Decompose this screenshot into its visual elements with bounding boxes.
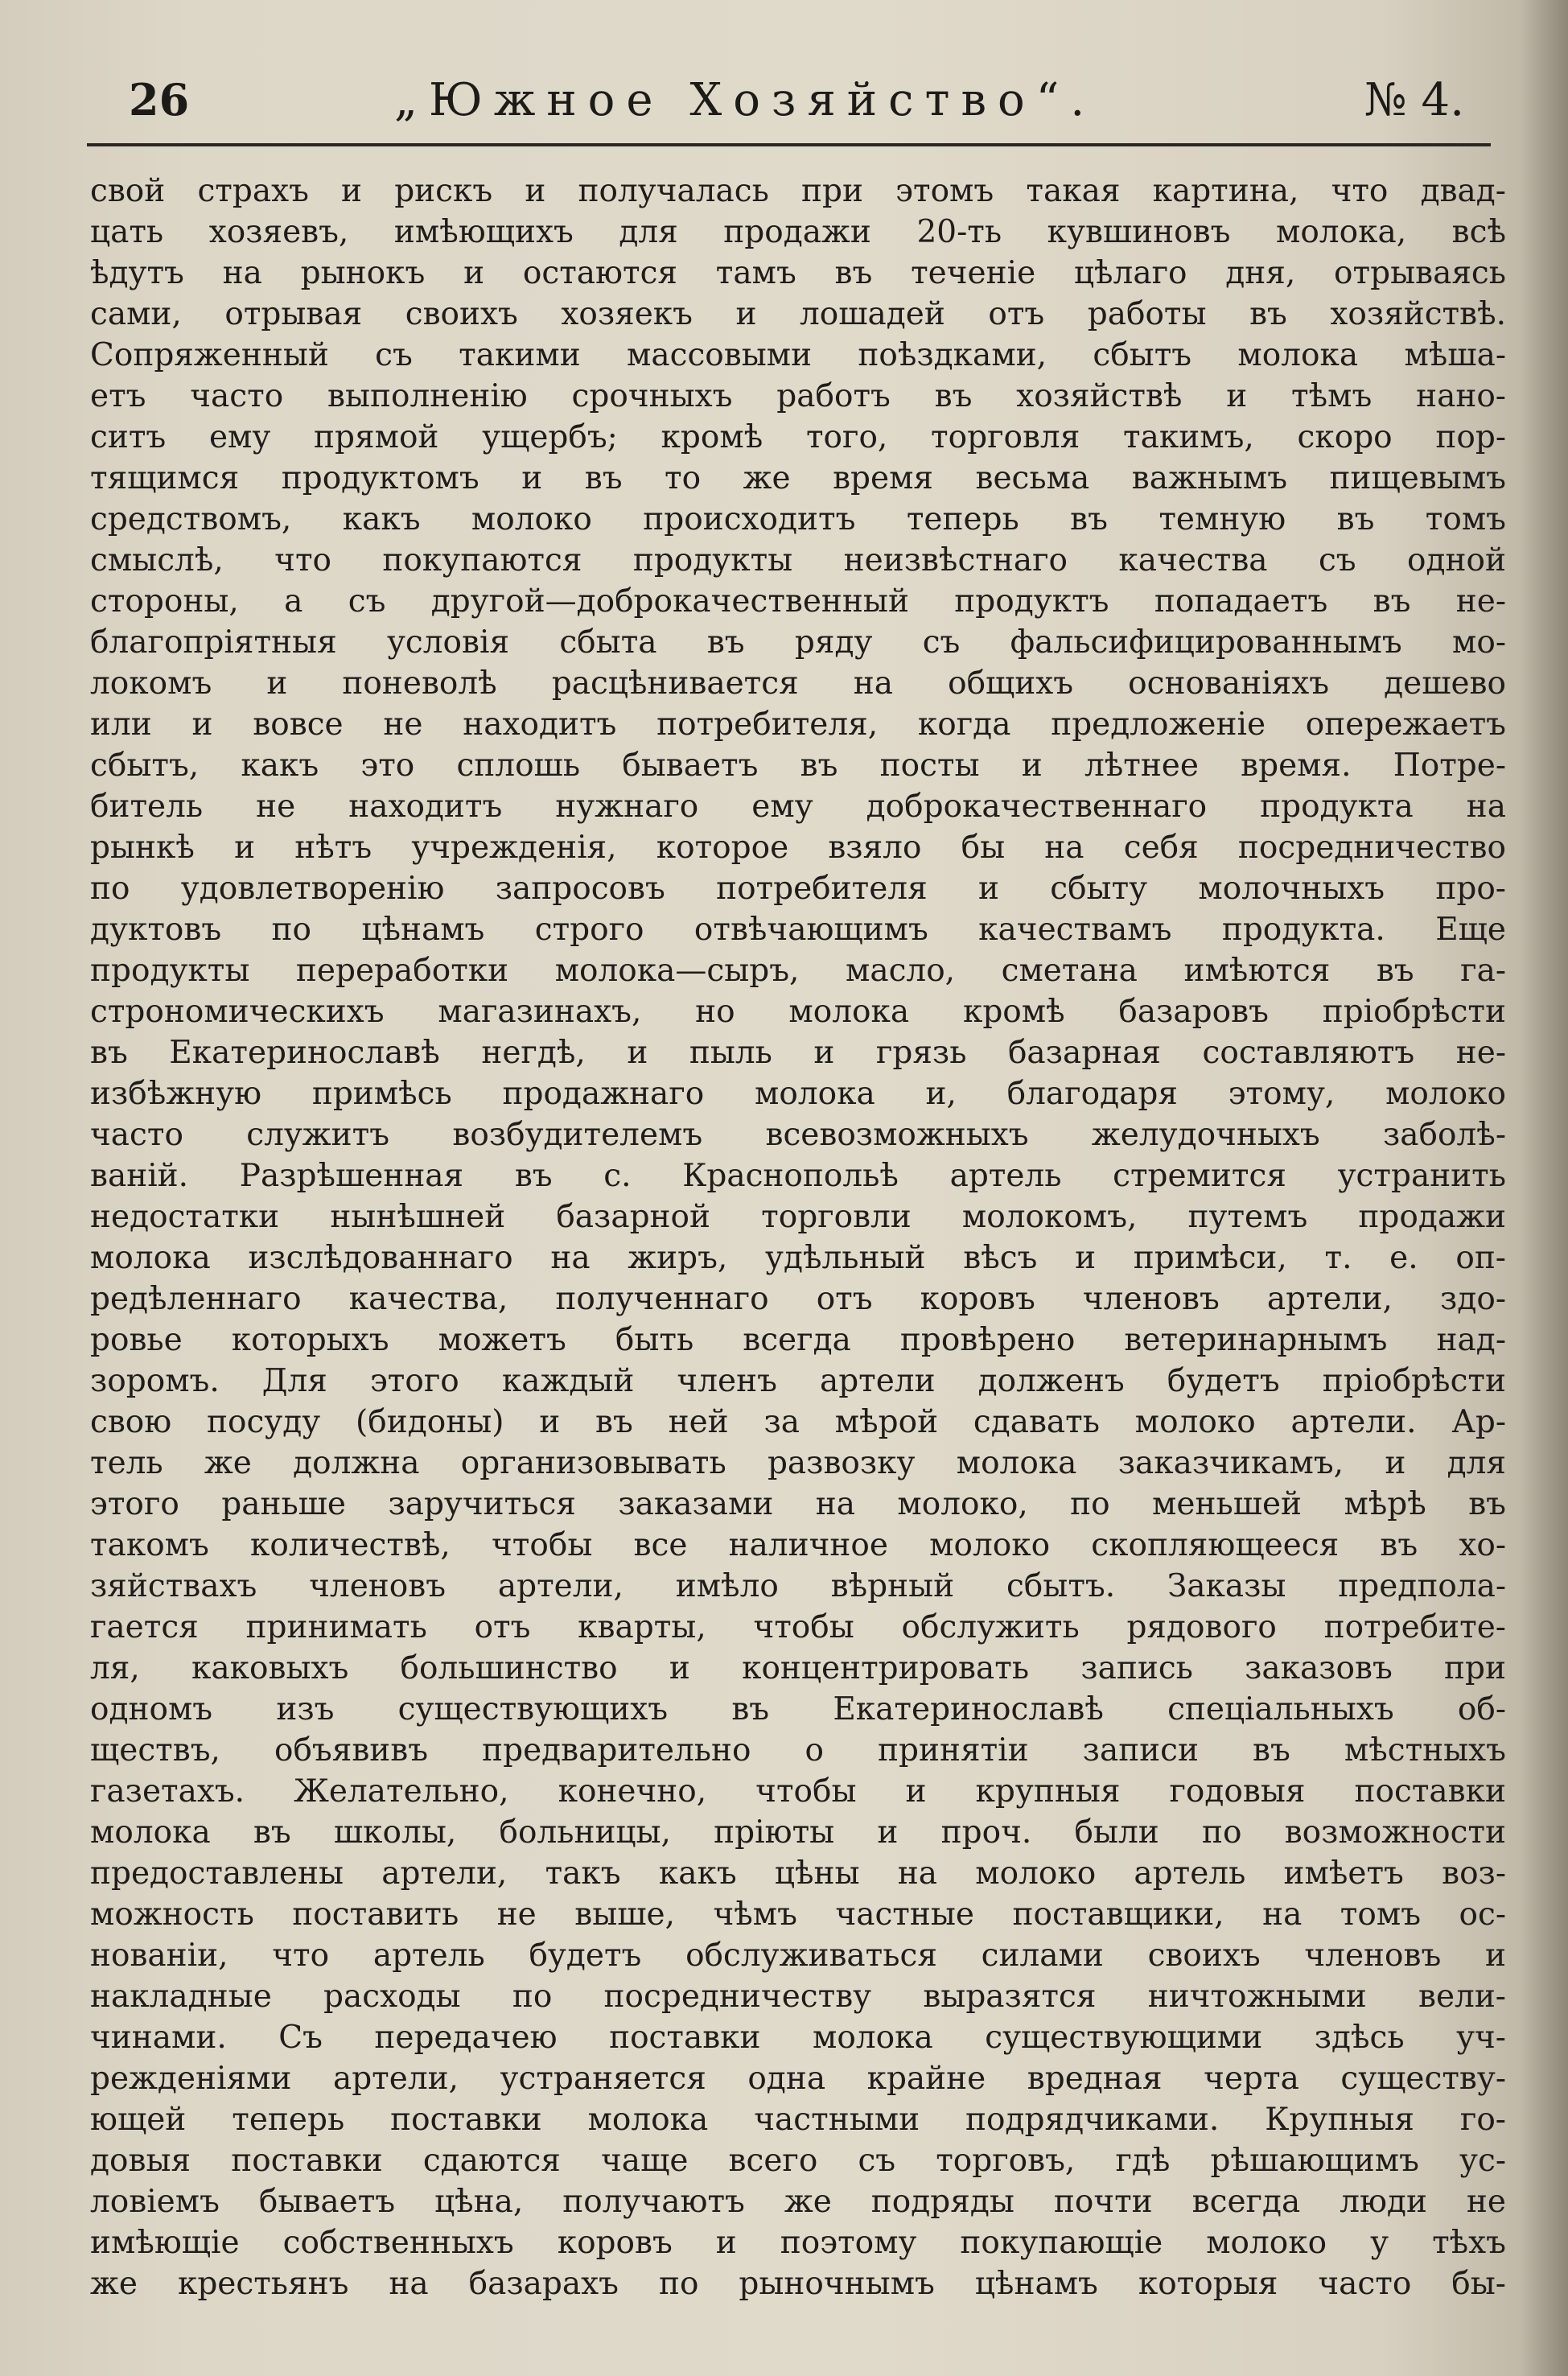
text-line: локомъ и поневолѣ расцѣнивается на общихъ основаніяхъ дешево (90, 665, 1506, 702)
text-line: же крестьянъ на базарахъ по рыночнымъ цѣнамъ которыя часто бы- (90, 2266, 1506, 2302)
text-line: гается принимать отъ кварты, чтобы обслужить рядового потребите- (90, 1609, 1506, 1645)
text-line: свой страхъ и рискъ и получалась при этомъ такая картина, что двад- (90, 173, 1506, 209)
text-line: по удовлетворенію запросовъ потребителя и сбыту молочныхъ про- (90, 871, 1506, 907)
text-line: сбытъ, какъ это сплошь бываетъ въ посты и лѣтнее время. Потре- (90, 747, 1506, 784)
text-line: чинами. Съ передачею поставки молока существующими здѣсь уч- (90, 2020, 1506, 2056)
text-line: тящимся продуктомъ и въ то же время весьма важнымъ пищевымъ (90, 460, 1506, 496)
text-line: ществъ, объявивъ предварительно о принятіи записи въ мѣстныхъ (90, 1732, 1506, 1769)
text-line: избѣжную примѣсь продажнаго молока и, благодаря этому, молоко (90, 1076, 1506, 1112)
text-line: этого раньше заручиться заказами на молоко, по меньшей мѣрѣ въ (90, 1486, 1506, 1522)
text-line: средствомъ, какъ молоко происходитъ теперь въ темную въ томъ (90, 501, 1506, 537)
text-line: ля, каковыхъ большинство и концентрировать запись заказовъ при (90, 1650, 1506, 1686)
text-line: имѣющіе собственныхъ коровъ и поэтому покупающіе молоко у тѣхъ (90, 2225, 1506, 2261)
text-line: ваній. Разрѣшенная въ с. Краснопольѣ артель стремится устранить (90, 1158, 1506, 1194)
text-line: такомъ количествѣ, чтобы все наличное молоко скопляющееся въ хо- (90, 1527, 1506, 1563)
text-line: етъ часто выполненію срочныхъ работъ въ хозяйствѣ и тѣмъ нано- (90, 378, 1506, 414)
text-line: тель же должна организовывать развозку молока заказчикамъ, и для (90, 1445, 1506, 1481)
text-line: режденіями артели, устраняется одна крайне вредная черта существу- (90, 2061, 1506, 2097)
running-header (129, 74, 1464, 138)
text-line: накладные расходы по посредничеству выразятся ничтожными вели- (90, 1979, 1506, 2015)
text-line: дуктовъ по цѣнамъ строго отвѣчающимъ качествамъ продукта. Еще (90, 912, 1506, 948)
text-line: строномическихъ магазинахъ, но молока кромѣ базаровъ пріобрѣсти (90, 994, 1506, 1030)
text-line: продукты переработки молока—сыръ, масло, сметана имѣются въ га- (90, 953, 1506, 989)
text-line: нованіи, что артель будетъ обслуживаться силами своихъ членовъ и (90, 1937, 1506, 1974)
text-line: можность поставить не выше, чѣмъ частные поставщики, на томъ ос- (90, 1896, 1506, 1933)
text-line: молока въ школы, больницы, пріюты и проч. были по возможности (90, 1814, 1506, 1851)
text-line: предоставлены артели, такъ какъ цѣны на молоко артель имѣетъ воз- (90, 1855, 1506, 1892)
text-line: одномъ изъ существующихъ въ Екатеринославѣ спеціальныхъ об- (90, 1691, 1506, 1727)
journal-title: „Южное Хозяйство“. (394, 74, 1097, 126)
page-edge-shadow (1520, 0, 1568, 2376)
text-line: или и вовсе не находитъ потребителя, когда предложеніе опережаетъ (90, 706, 1506, 743)
page-number: 26 (129, 74, 190, 126)
text-line: благопріятныя условія сбыта въ ряду съ фальсифицированнымъ мо- (90, 624, 1506, 661)
text-line: смыслѣ, что покупаются продукты неизвѣстнаго качества съ одной (90, 542, 1506, 579)
article-body (90, 171, 1506, 2304)
text-line: редѣленнаго качества, полученнаго отъ коровъ членовъ артели, здо- (90, 1281, 1506, 1317)
text-line: ровье которыхъ можетъ быть всегда провѣрено ветеринарнымъ над- (90, 1322, 1506, 1358)
text-line: зоромъ. Для этого каждый членъ артели долженъ будетъ пріобрѣсти (90, 1363, 1506, 1399)
text-line: рынкѣ и нѣтъ учрежденія, которое взяло бы на себя посредничество (90, 830, 1506, 866)
text-line: газетахъ. Желательно, конечно, чтобы и крупныя годовыя поставки (90, 1773, 1506, 1810)
header-rule (87, 143, 1491, 146)
text-line: битель не находитъ нужнаго ему доброкачественнаго продукта на (90, 789, 1506, 825)
text-line: ловіемъ бываетъ цѣна, получаютъ же подряды почти всегда люди не (90, 2184, 1506, 2220)
text-line: цать хозяевъ, имѣющихъ для продажи 20-ть кувшиновъ молока, всѣ (90, 214, 1506, 250)
text-line: ситъ ему прямой ущербъ; кромѣ того, торговля такимъ, скоро пор- (90, 419, 1506, 455)
text-line: сами, отрывая своихъ хозяекъ и лошадей отъ работы въ хозяйствѣ. (90, 296, 1506, 332)
text-line: довыя поставки сдаются чаще всего съ торговъ, гдѣ рѣшающимъ ус- (90, 2143, 1506, 2179)
text-line: въ Екатеринославѣ негдѣ, и пыль и грязь базарная составляютъ не- (90, 1035, 1506, 1071)
text-line: молока изслѣдованнаго на жиръ, удѣльный вѣсъ и примѣси, т. е. оп- (90, 1240, 1506, 1276)
text-line: ѣдутъ на рынокъ и остаются тамъ въ теченіе цѣлаго дня, отрываясь (90, 255, 1506, 291)
text-line: часто служитъ возбудителемъ всевозможныхъ желудочныхъ заболѣ- (90, 1117, 1506, 1153)
text-line: зяйствахъ членовъ артели, имѣло вѣрный сбытъ. Заказы предпола- (90, 1568, 1506, 1604)
text-line: Сопряженный съ такими массовыми поѣздками, сбытъ молока мѣша- (90, 337, 1506, 373)
text-line: недостатки нынѣшней базарной торговли молокомъ, путемъ продажи (90, 1199, 1506, 1235)
text-line: ющей теперь поставки молока частными подрядчиками. Крупныя го- (90, 2102, 1506, 2138)
text-line: свою посуду (бидоны) и въ ней за мѣрой сдавать молоко артели. Ар- (90, 1404, 1506, 1440)
text-line: стороны, а съ другой—доброкачественный продуктъ попадаетъ въ не- (90, 583, 1506, 620)
issue-number: № 4. (1364, 74, 1464, 126)
